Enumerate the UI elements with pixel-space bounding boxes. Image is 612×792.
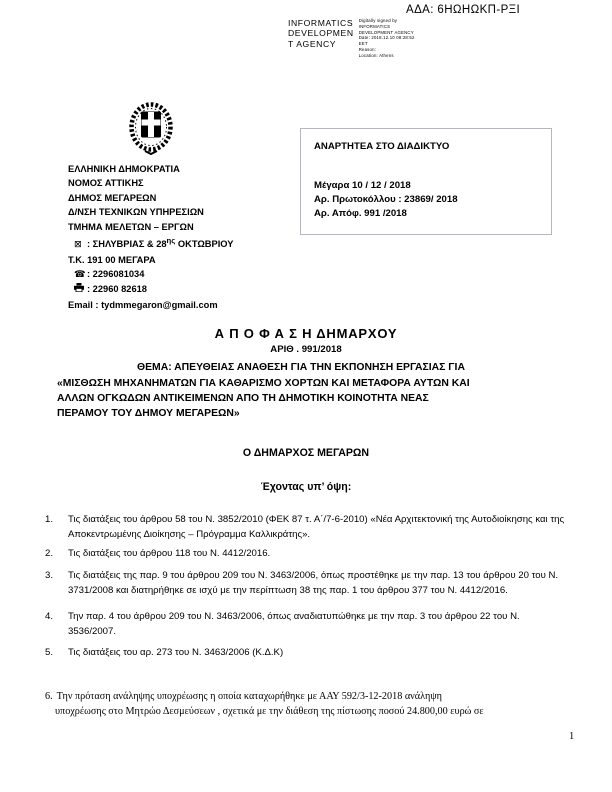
signature-agency-line: T AGENCY [288, 38, 337, 49]
list-item-text: Τις διατάξεις του άρθρου 58 του Ν. 3852/2010 (ΦΕΚ 87 τ. Α΄/7-6-2010) «Νέα Αρχιτεκτονική της Αυτοδιοίκησης και της Αποκεντρωμένης Διοίκησης – Πρόγραμμα Καλλικράτης». [68, 514, 565, 541]
fax-icon [74, 283, 87, 297]
digital-signature-stamp [288, 18, 415, 59]
place-and-date: Μέγαρα 10 / 12 / 2018 [314, 180, 411, 191]
signature-detail-line: DEVELOPMENT AGENCY [358, 29, 414, 35]
postal-code-line: Τ.Κ. 191 00 ΜΕΓΑΡΑ [68, 254, 156, 265]
protocol-number: Αρ. Πρωτοκόλλου : 23869/ 2018 [314, 194, 458, 205]
list-item [45, 609, 569, 639]
list-item [45, 546, 569, 561]
list-item-text: Τις διατάξεις της παρ. 9 του άρθρου 209 του Ν. 3463/2006, όπως προστέθηκε με την παρ. 13 του άρθρου 20 του Ν. 3731/2008 και διατηρήθηκε σε ισχύ με την περίπτωση 38 της παρ. 1 του άρθρου 377 του Ν. 4412/2016. [68, 569, 559, 596]
decision-title: Α Π Ο Φ Α Σ Η ΔΗΜΑΡΧΟΥ [214, 326, 398, 341]
signature-detail-line: Digitally signed by [358, 18, 398, 23]
signature-details [359, 18, 415, 59]
list-item-number: 3. [45, 569, 54, 581]
greek-emblem-icon [127, 101, 175, 163]
list-item-text: Την παρ. 4 του άρθρου 209 του Ν. 3463/2006, όπως αναδιατυπώθηκε με την παρ. 3 του άρθρου 22 του Ν. 3536/2007. [68, 611, 520, 638]
org-line-municipality: ΔΗΜΟΣ ΜΕΓΑΡΕΩΝ [68, 192, 157, 203]
address-line [68, 234, 233, 253]
list-item-number: 2. [45, 548, 54, 560]
email-line: Email : tydmmegaron@gmail.com [68, 299, 218, 310]
signature-detail-line: Location: Athens [358, 52, 394, 58]
phone-number: : 2296081034 [87, 268, 145, 279]
considerations-list [45, 512, 569, 665]
signature-agency-line: DEVELOPMEN [288, 28, 354, 39]
list-item-number: 1. [45, 514, 54, 525]
org-line-department: ΤΜΗΜΑ ΜΕΛΕΤΩΝ – ΕΡΓΩΝ [68, 221, 194, 232]
phone-icon: ☎ [74, 268, 86, 280]
list-item [45, 512, 569, 542]
signature-agency-name [288, 18, 354, 59]
list-item-6-line1 [45, 690, 585, 705]
list-item [45, 568, 569, 598]
org-line-prefecture: ΝΟΜΟΣ ΑΤΤΙΚΗΣ [68, 178, 144, 189]
address-text-rest: ΟΚΤΩΒΡΙΟΥ [175, 239, 234, 250]
fax-line [68, 282, 233, 297]
list-item-6 [45, 690, 585, 720]
envelope-icon: ⊠ [74, 239, 82, 251]
subject-line: ΑΛΛΩΝ ΟΓΚΩΔΩΝ ΑΝΤΙΚΕΙΜΕΝΩΝ ΑΠΟ ΤΗ ΔΗΜΟΤΙΚΗ ΚΟΙΝΟΤΗΤΑ ΝΕΑΣ [57, 393, 429, 405]
subject-line: «ΜΙΣΘΩΣΗ ΜΗΧΑΝΗΜΑΤΩΝ ΓΙΑ ΚΑΘΑΡΙΣΜΟ ΧΟΡΤΩΝ ΚΑΙ ΜΕΤΑΦΟΡΑ ΑΥΤΩΝ ΚΑΙ [57, 378, 470, 389]
signature-detail-line: Reason: [358, 46, 377, 52]
list-item-number: 4. [45, 611, 54, 623]
decision-title-number: ΑΡΙΘ . 991/2018 [270, 344, 342, 355]
decision-number: Αρ. Απόφ. 991 /2018 [314, 208, 407, 219]
signature-detail-line: INFORMATICS [358, 23, 391, 29]
letterhead [68, 162, 233, 312]
subject-line: ΠΕΡΑΜΟΥ ΤΟΥ ΔΗΜΟΥ ΜΕΓΑΡΕΩΝ» [57, 408, 240, 420]
ada-code: ΑΔΑ: 6ΗΩΗΩΚΠ-ΡΞΙ [406, 4, 521, 16]
list-item-number: 5. [45, 647, 54, 659]
protocol-box [300, 128, 552, 235]
list-item-text: Τις διατάξεις του αρ. 273 του Ν. 3463/2006 (Κ.Δ.Κ) [68, 647, 284, 659]
org-line-directorate: Δ/ΝΣΗ ΤΕΧΝΙΚΩΝ ΥΠΗΡΕΣΙΩΝ [68, 207, 204, 218]
phone-line [68, 267, 233, 282]
page-number: 1 [569, 731, 575, 742]
publish-note: ΑΝΑΡΤΗΤΕΑ ΣΤΟ ΔΙΑΔΙΚΤΥΟ [314, 141, 450, 152]
list-item [45, 645, 569, 660]
address-superscript: ης [166, 236, 176, 246]
list-item-6-line2: υποχρέωσης στο Μητρώο Δεσμεύσεων , σχετικά με την διάθεση της πίστωσης ποσού 24.800,00 ευρώ σε [55, 705, 484, 717]
list-item-text: Τις διατάξεις του άρθρου 118 του Ν. 4412/2016. [68, 548, 271, 560]
signature-detail-line: Date: 2018.12.10 08:28:52 [358, 35, 415, 41]
mayor-heading: Ο ΔΗΜΑΡΧΟΣ ΜΕΓΑΡΩΝ [242, 447, 370, 459]
signature-detail-line: EET [358, 41, 368, 47]
list-item-number: 6. [45, 691, 53, 702]
signature-agency-line: INFORMATICS [288, 18, 354, 28]
org-line-republic: ΕΛΛΗΝΙΚΗ ΔΗΜΟΚΡΑΤΙΑ [68, 164, 180, 174]
list-item-text: Την πρόταση ανάληψης υποχρέωσης η οποία καταχωρήθηκε με ΑΑΥ 592/3-12-2018 ανάληψη [56, 691, 443, 702]
having-regard-heading: Έχοντας υπ’ όψη: [260, 481, 352, 493]
fax-number: : 22960 82618 [87, 284, 147, 295]
subject-body [57, 376, 470, 422]
subject-heading: ΘΕΜΑ: ΑΠΕΥΘΕΙΑΣ ΑΝΑΘΕΣΗ ΓΙΑ ΤΗΝ ΕΚΠΟΝΗΣΗ ΕΡΓΑΣΙΑΣ ΓΙΑ [137, 362, 465, 373]
address-text: : ΣΗΛΥΒΡΙΑΣ & 28 [87, 239, 167, 250]
